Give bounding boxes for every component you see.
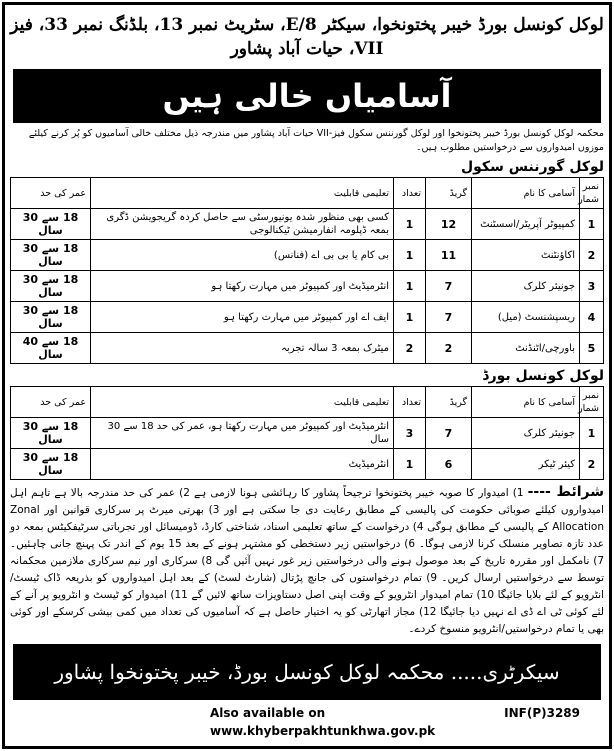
council-table (10, 386, 604, 480)
table-cell: 1 (394, 302, 426, 333)
table-cell: 4 (580, 302, 604, 333)
table-cell: 3 (580, 271, 604, 302)
table-cell: 18 سے 30 سال (11, 302, 91, 333)
footer (210, 704, 580, 740)
intro-text: محکمہ لوکل کونسل بورڈ خیبر پختونخوا اور لوکل گورننس سکول فیز-VII حیات آباد پشاور میں مندرجہ ذیل مختلف خالی آسامیوں کو پُر کرنے کیلئے موزوں امیدواروں سے درخواستیں مطلوب ہیں۔ (28, 128, 604, 153)
table-cell: انٹرمیڈیٹ (91, 449, 394, 480)
table-cell: جونیئر کلرک (472, 418, 580, 449)
table-header (11, 178, 604, 209)
table-cell: 18 سے 30 سال (11, 209, 91, 240)
column-header: تعداد (394, 178, 426, 209)
table-cell: 12 (426, 209, 472, 240)
column-header: نمبر شمار (580, 178, 604, 209)
table-cell: 3 (394, 418, 426, 449)
office-address: لوکل کونسل بورڈ خیبر پختونخوا، سیکٹر E/8، سٹریٹ نمبر 13، بلڈنگ نمبر 33، فیز VII، حیات آباد پشاور (10, 15, 604, 59)
column-header: تعلیمی قابلیت (91, 387, 394, 418)
table-cell: 1 (394, 209, 426, 240)
table-cell: 18 سے 30 سال (11, 240, 91, 271)
reference-number: INF(P)3289 (504, 706, 580, 720)
column-header: گریڈ (426, 387, 472, 418)
column-header: آسامی کا نام (472, 387, 580, 418)
table-cell: 1 (394, 449, 426, 480)
table-cell: 18 سے 40 سال (11, 333, 91, 364)
table-row (11, 302, 604, 333)
column-header: تعلیمی قابلیت (91, 178, 394, 209)
table-cell: 7 (426, 271, 472, 302)
table-row (11, 209, 604, 240)
website-link[interactable]: Also available on www.khyberpakhtunkhwa.gov.pk (210, 706, 436, 738)
table-cell: کیئر ٹیکر (472, 449, 580, 480)
table-cell: کسی بھی منظور شدہ یونیورسٹی سے حاصل کردہ گریجویشن ڈگری بمعہ ڈپلومہ انفارمیشن ٹیکنالوجی (91, 209, 394, 240)
table-cell: جونیئر کلرک (472, 271, 580, 302)
table-cell: انٹرمیڈیٹ اور کمپیوٹر میں مہارت رکھتا ہو (91, 271, 394, 302)
column-header: عمر کی حد (11, 178, 91, 209)
table-cell: ریسپشنسٹ (میل) (472, 302, 580, 333)
column-header: نمبر شمار (580, 387, 604, 418)
table-cell: 2 (580, 240, 604, 271)
table-cell: انٹرمیڈیٹ اور کمپیوٹر میں مہارت رکھتا ہو، عمر کی حد 18 سے 30 سال (91, 418, 394, 449)
conditions-text: 1) امیدوار کا صوبہ خیبر پختونخوا ترجیحاً پشاور کا رہائشی ہونا لازمی ہے 2) عمر کی حد مندرجہ بالا ہے تاہم اہل امیدواروں کیلئے صوبائی حکومت کی پالیسی کے مطابق رعایت دی جا سکتی ہے اور 3) بھرتی میرٹ پر سرکاری قوانین اور Zonal Allocation کے پالیسی کے مطابق ہوگی 4) درخواست کے ساتھ تعلیمی اسناد، شناختی کارڈ، ڈومیسائل اور تجرباتی سرٹیفکیٹس بمعہ دو عدد تازہ تصاویر منسلک کرنا لازمی ہوگا۔ 6) درخواستیں زیر دستخطی کو مشتہر ہونے کے بعد 15 یوم کے اندر تک پہنچ جانی چاہئیں۔ 7) نامکمل اور مقررہ تاریخ کے بعد موصول ہونے والی درخواستیں زیر غور نہیں آئیں گی 8) سرکاری اور نیم سرکاری ملازمین محکمانہ توسط سے درخواستیں ارسال کریں۔ 9) تمام درخواستوں کی جانچ پڑتال (شارٹ لسٹ) کے بعد اہل امیدواروں کو بذریعہ ڈاک ٹیسٹ/انٹرویو کے لئے بلایا جائیگا 10) تمام امیدوار انٹرویو کے وقت اپنی اصل دستاویزات ساتھ لائیں گے 11) امیدوار کو ٹیسٹ و انٹرویو پر آنے کے لئے کوئی ٹی اے ڈی اے نہیں دیا جائیگا 12) مجاز اتھارٹی کو یہ اختیار حاصل ہے کہ آسامیوں کی تعداد میں کمی بیشی کرسکے اور کوئی بھی یا تمام درخواستیں/انٹرویو منسوخ کردے۔ (10, 487, 604, 635)
advertisement-frame (2, 2, 612, 749)
table-cell: 18 سے 30 سال (11, 449, 91, 480)
vacancies-banner: آسامیاں خالی ہیں (13, 69, 601, 123)
table-cell: 18 سے 30 سال (11, 271, 91, 302)
table-cell: 5 (580, 333, 604, 364)
table-cell: باورچی/اٹنڈنٹ (472, 333, 580, 364)
table-cell: بی کام یا بی بی اے (فنانس) (91, 240, 394, 271)
column-header: عمر کی حد (11, 387, 91, 418)
table-cell: 2 (394, 333, 426, 364)
table-row (11, 418, 604, 449)
table-cell: 1 (394, 240, 426, 271)
table-cell: 1 (394, 271, 426, 302)
column-header: گریڈ (426, 178, 472, 209)
table-cell: 6 (426, 449, 472, 480)
table-row (11, 271, 604, 302)
table-cell: 2 (580, 449, 604, 480)
table-cell: اکاؤنٹنٹ (472, 240, 580, 271)
table-header (11, 387, 604, 418)
table-row (11, 449, 604, 480)
column-header: تعداد (394, 387, 426, 418)
table-row (11, 240, 604, 271)
conditions (10, 484, 604, 638)
signature-banner: سیکرٹری..... محکمہ لوکل کونسل بورڈ، خیبر پختونخوا پشاور (13, 644, 601, 700)
conditions-label: شرائط ---- (527, 484, 604, 500)
table-cell: 2 (426, 333, 472, 364)
council-section-title: لوکل کونسل بورڈ (482, 368, 604, 384)
table-cell: 18 سے 30 سال (11, 418, 91, 449)
table-row (11, 333, 604, 364)
table-cell: 7 (426, 418, 472, 449)
school-table (10, 177, 604, 364)
school-section-title: لوکل گورننس سکول (461, 159, 604, 175)
table-cell: 7 (426, 302, 472, 333)
table-cell: ایف اے اور کمپیوٹر میں مہارت رکھتا ہو (91, 302, 394, 333)
table-cell: 1 (580, 209, 604, 240)
table-cell: میٹرک بمعہ 3 سالہ تجربہ (91, 333, 394, 364)
table-cell: 11 (426, 240, 472, 271)
table-cell: 1 (580, 418, 604, 449)
table-cell: کمپیوٹر آپریٹر/اسسٹنٹ (472, 209, 580, 240)
column-header: آسامی کا نام (472, 178, 580, 209)
